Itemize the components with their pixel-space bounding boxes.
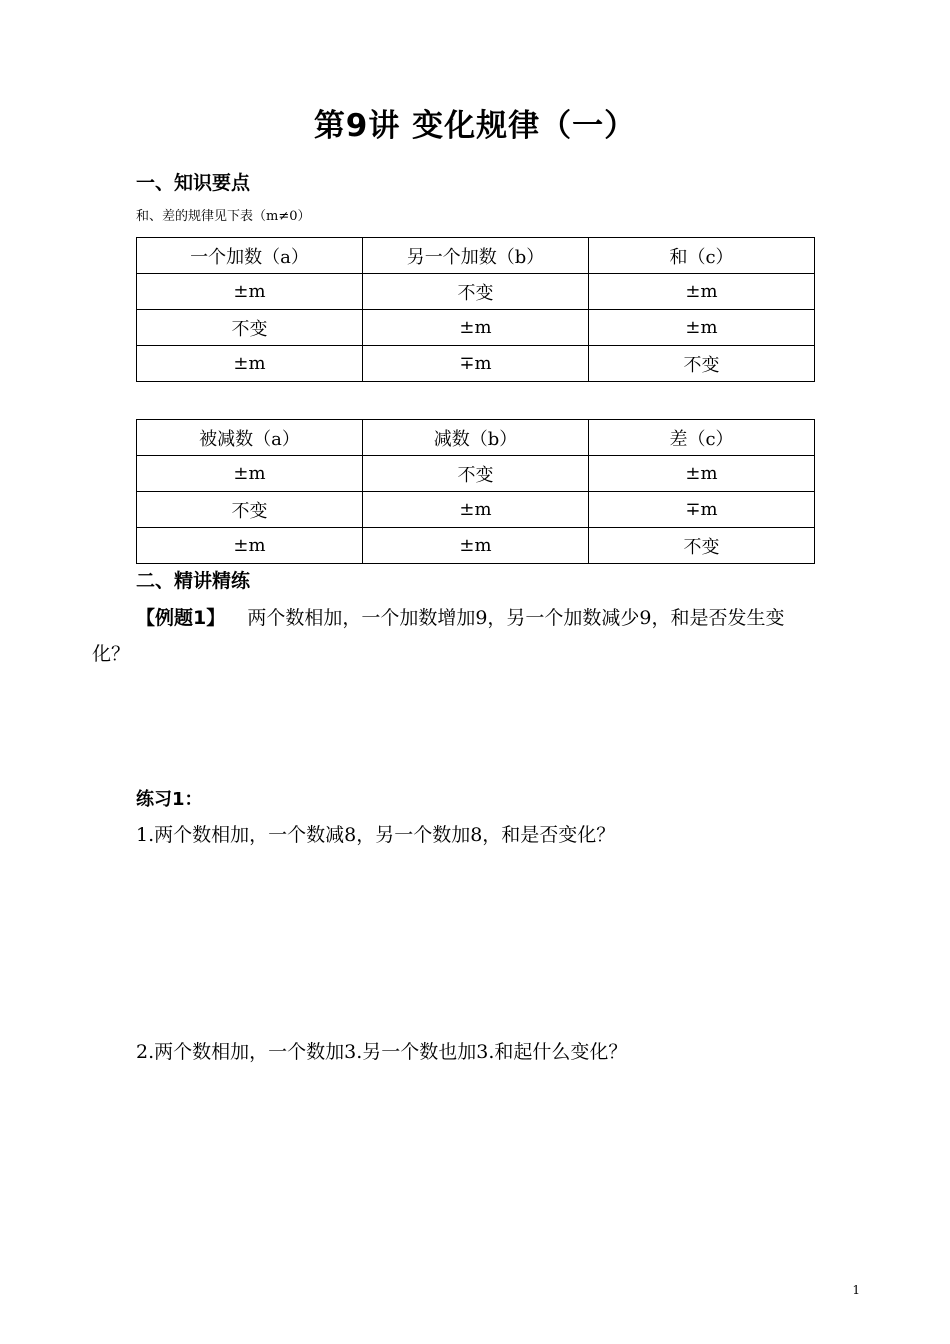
example-1-line-2: 化？	[92, 643, 131, 665]
table-cell: 不变	[137, 492, 363, 528]
table-row	[137, 274, 815, 310]
example-1-label: 【例题1】	[136, 607, 226, 629]
table-header-row	[137, 238, 815, 274]
practice-question-1: 1.两个数相加，一个数减8，另一个数加8，和是否变化？	[136, 824, 616, 846]
table-row	[137, 310, 815, 346]
table-cell: ±m	[363, 528, 589, 564]
table-cell: ∓m	[589, 492, 815, 528]
table-row	[137, 492, 815, 528]
section-heading-practice: 二、精讲精练	[136, 570, 251, 592]
example-1-line-1	[136, 603, 785, 630]
table-intro-note: 和、差的规律见下表（m≠0）	[136, 209, 311, 224]
table-cell: ±m	[589, 310, 815, 346]
practice-question-2: 2.两个数相加，一个数加3.另一个数也加3.和起什么变化？	[136, 1041, 628, 1063]
table-cell: ±m	[589, 274, 815, 310]
table-cell: ±m	[137, 274, 363, 310]
table-cell: ±m	[137, 346, 363, 382]
example-1-question: 两个数相加，一个加数增加9，另一个加数减少9，和是否发生变	[247, 607, 785, 629]
table-cell: ±m	[137, 528, 363, 564]
table-header-cell: 差（c）	[589, 420, 815, 456]
table-row	[137, 456, 815, 492]
table-cell: 不变	[589, 528, 815, 564]
table-cell: 不变	[363, 456, 589, 492]
practice-1-label: 练习1：	[136, 789, 203, 810]
table-header-row	[137, 420, 815, 456]
table-cell: 不变	[363, 274, 589, 310]
table-cell: ±m	[137, 456, 363, 492]
page-title: 第9讲 变化规律（一）	[313, 108, 637, 144]
table-header-cell: 和（c）	[589, 238, 815, 274]
subtraction-rule-table	[136, 419, 815, 564]
section-heading-knowledge: 一、知识要点	[136, 172, 251, 194]
table-header-cell: 一个加数（a）	[137, 238, 363, 274]
table-cell: 不变	[589, 346, 815, 382]
table-header-cell: 被减数（a）	[137, 420, 363, 456]
addition-rule-table	[136, 237, 815, 382]
table-header-cell: 减数（b）	[363, 420, 589, 456]
table-cell: ∓m	[363, 346, 589, 382]
table-header-cell: 另一个加数（b）	[363, 238, 589, 274]
table-row	[137, 528, 815, 564]
table-cell: ±m	[363, 310, 589, 346]
table-cell: ±m	[589, 456, 815, 492]
table-row	[137, 346, 815, 382]
table-cell: 不变	[137, 310, 363, 346]
page-number: 1	[852, 1283, 860, 1297]
table-cell: ±m	[363, 492, 589, 528]
